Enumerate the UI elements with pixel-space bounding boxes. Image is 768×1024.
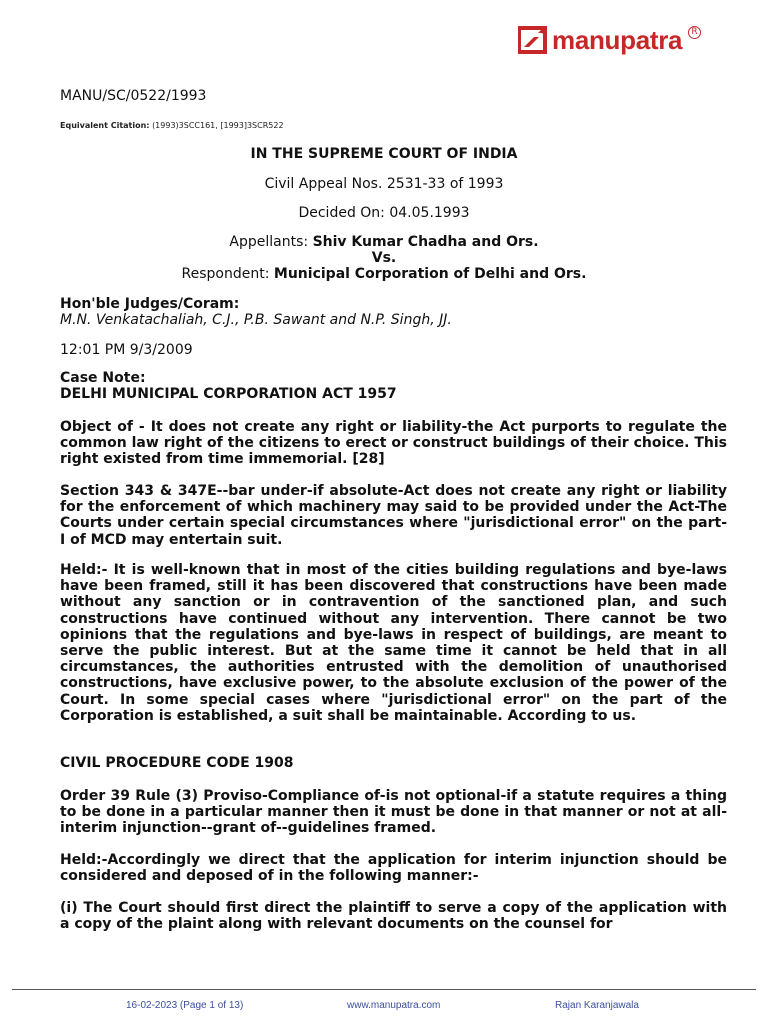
appellants-label: Appellants: (229, 234, 309, 250)
timestamp: 12:01 PM 9/3/2009 (60, 342, 193, 358)
versus: Vs. (371, 250, 397, 266)
document-id: MANU/SC/0522/1993 (60, 88, 207, 104)
manupatra-logo-icon (518, 25, 548, 55)
court-name: IN THE SUPREME COURT OF INDIA (250, 146, 518, 162)
equivalent-citation-value: (1993)3SCC161, [1993]3SCR522 (152, 121, 284, 130)
paragraph-held: Held:- It is well-known that in most of the cities building regulations and bye-laws have been framed, still it has been discovered that constructions have been made without any sanction or in contravention of the sanctioned plan, and such constructions have continued without any intervention. There cannot be two opinions that the regulations and bye-laws in respect of buildings, are meant to serve the public interest. But at the same time it cannot be held that in all circumstances, the authorities entrusted with the demolition of unauthorised constructions, have exclusive power, to the absolute exclusion of the power of the Court. In some special cases where "jurisdictional error" on the part of the Corporation is established, a suit shall be maintainable. According to us. (60, 562, 727, 724)
decided-on (0, 205, 768, 221)
paragraph-section: Section 343 & 347E--bar under-if absolute-Act does not create any right or liability for the enforcement of which machinery may said to be provided under the Act-The Courts under certain special circumstances where "jurisdictional error" on the part-I of MCD may entertain suit. (60, 483, 727, 548)
respondent (0, 266, 768, 282)
paragraph-order: Order 39 Rule (3) Proviso-Compliance of-is not optional-if a statute requires a thing to be done in a particular manner then it must be done in that manner or not at all-interim injunction--grant of--guidelines framed. (60, 788, 727, 837)
paragraph-item-i: (i) The Court should first direct the plaintiff to serve a copy of the application with a copy of the plaint along with relevant documents on the counsel for (60, 900, 727, 933)
judges-heading: Hon'ble Judges/Coram: (60, 296, 240, 312)
case-note-label: Case Note: (60, 370, 146, 386)
act-heading: DELHI MUNICIPAL CORPORATION ACT 1957 (60, 386, 397, 402)
decided-on-value: 04.05.1993 (389, 205, 470, 221)
appeal-number: Civil Appeal Nos. 2531-33 of 1993 (264, 176, 504, 192)
footer-site-link[interactable]: www.manupatra.com (347, 1000, 441, 1011)
footer-page-info: 16-02-2023 (Page 1 of 13) (126, 1000, 244, 1011)
case-note-heading (60, 370, 397, 402)
judges-names: M.N. Venkatachaliah, C.J., P.B. Sawant and N.P. Singh, JJ. (60, 312, 452, 328)
paragraph-held-direct: Held:-Accordingly we direct that the application for interim injunction should be considered and deposed of in the following manner:- (60, 852, 727, 885)
respondent-label: Respondent: (181, 266, 270, 282)
decided-on-label: Decided On: (298, 205, 385, 221)
footer-user: Rajan Karanjawala (555, 1000, 639, 1011)
appellants-value: Shiv Kumar Chadha and Ors. (312, 234, 539, 250)
respondent-value: Municipal Corporation of Delhi and Ors. (273, 266, 587, 282)
paragraph-object: Object of - It does not create any right or liability-the Act purports to regulate the common law right of the citizens to erect or construct buildings of their choice. This right existed from time immemorial. [28] (60, 419, 727, 468)
equivalent-citation-label: Equivalent Citation: (60, 121, 150, 130)
footer-divider (12, 989, 756, 990)
equivalent-citation (60, 121, 284, 130)
appellants (0, 234, 768, 250)
registered-mark-icon: R (688, 26, 701, 39)
manupatra-logo (518, 24, 682, 56)
code-heading: CIVIL PROCEDURE CODE 1908 (60, 755, 294, 771)
brand-name: manupatra (552, 24, 683, 55)
